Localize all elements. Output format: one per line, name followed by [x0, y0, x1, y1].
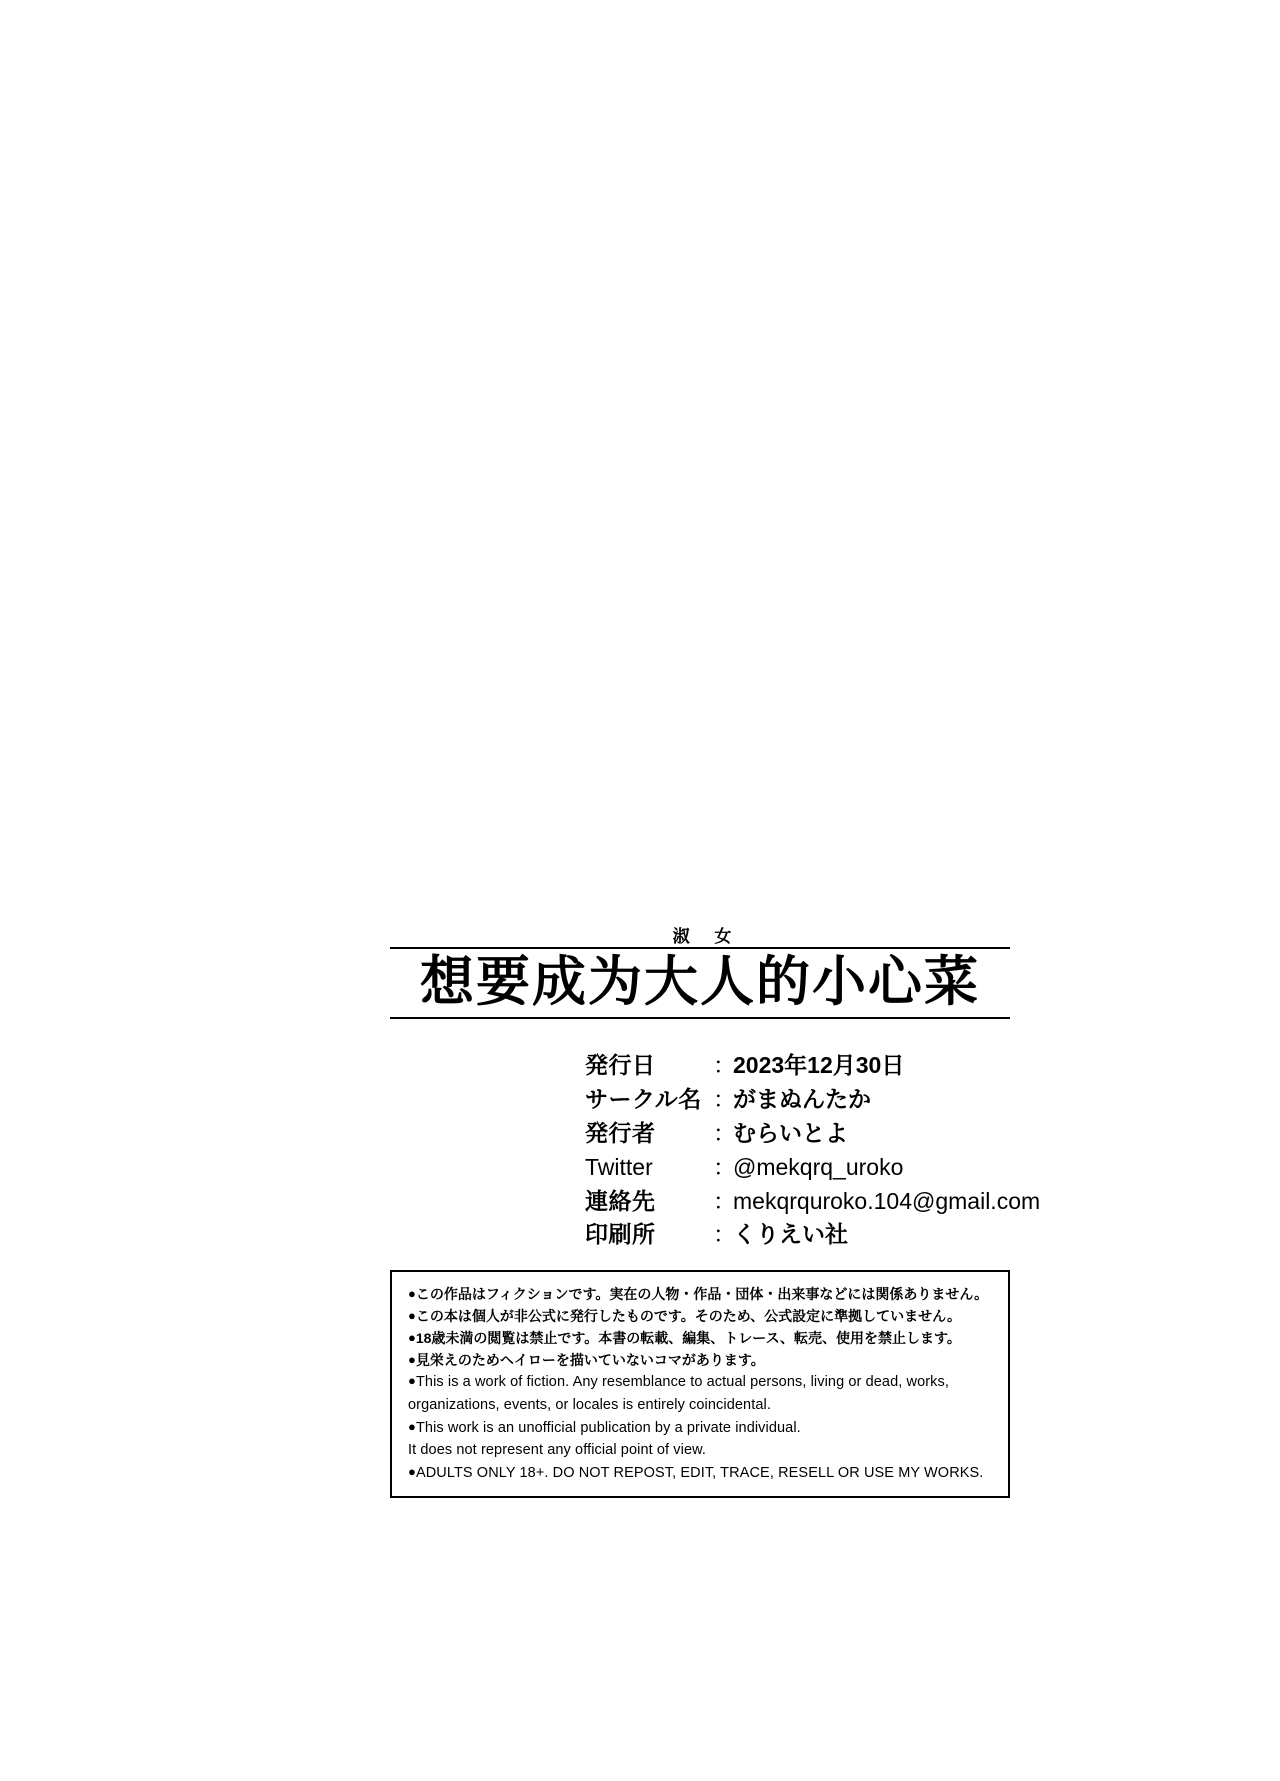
title-block — [390, 928, 1010, 1023]
bullet-icon: ● — [408, 1286, 416, 1302]
bullet-icon: ● — [408, 1329, 416, 1345]
info-row — [585, 1218, 1010, 1252]
info-label: 発行日 — [585, 1052, 656, 1079]
info-label: 発行者 — [585, 1119, 656, 1146]
info-separator: ： — [713, 1086, 736, 1113]
info-value: mekqrquroko.104@gmail.com — [733, 1187, 1041, 1214]
info-row — [585, 1117, 1010, 1151]
bullet-icon: ● — [408, 1351, 416, 1367]
publication-info — [390, 1049, 1041, 1252]
info-value: @mekqrq_uroko — [733, 1153, 904, 1180]
info-label: 連絡先 — [585, 1187, 656, 1214]
title-rule-top — [390, 947, 1010, 949]
notice-text: This is a work of fiction. Any resemblance to actual persons, living or dead, works, organizations, events, or locales is entirely coincidental. — [408, 1374, 950, 1414]
title-rule-bottom — [390, 1017, 1010, 1019]
bullet-icon: ● — [408, 1307, 416, 1323]
info-separator: ： — [713, 1119, 736, 1146]
title-ruby: 淑 女 — [672, 927, 742, 946]
info-separator: ： — [713, 1153, 736, 1180]
notice-text: この作品はフィクションです。実在の人物・作品・団体・出来事などには関係ありません。 — [415, 1286, 989, 1303]
info-label: 印刷所 — [585, 1221, 656, 1248]
info-label: Twitter — [585, 1153, 653, 1180]
bullet-icon: ● — [408, 1418, 416, 1434]
bullet-icon: ● — [408, 1373, 416, 1389]
info-value: がまぬんたか — [733, 1086, 871, 1113]
notice-line — [408, 1328, 994, 1350]
info-row — [585, 1049, 1010, 1083]
notice-text: ADULTS ONLY 18+. DO NOT REPOST, EDIT, TRACE, RESELL OR USE MY WORKS. — [415, 1464, 984, 1481]
notice-text: 見栄えのためヘイローを描いていないコマがあります。 — [415, 1351, 765, 1368]
info-label: サークル名 — [585, 1086, 702, 1113]
notice-line — [408, 1371, 994, 1416]
notice-line — [408, 1439, 994, 1462]
notice-line — [408, 1350, 994, 1372]
info-separator: ： — [713, 1221, 736, 1248]
info-row — [585, 1151, 1010, 1185]
info-value: くりえい社 — [733, 1221, 848, 1248]
notice-line — [408, 1417, 994, 1440]
info-value: 2023年12月30日 — [733, 1052, 905, 1079]
info-separator: ： — [713, 1052, 736, 1079]
notice-text: この本は個人が非公式に発行したものです。そのため、公式設定に準拠していません。 — [415, 1307, 962, 1324]
page-title: 想要成为大人的小心菜 — [420, 952, 980, 1012]
notice-box — [390, 1270, 1010, 1498]
info-row — [585, 1185, 1041, 1219]
colophon-block — [390, 927, 1041, 1498]
notice-text: This work is an unofficial publication by a private individual. — [415, 1419, 801, 1436]
info-separator: ： — [713, 1187, 736, 1214]
bullet-icon: ● — [408, 1463, 416, 1479]
notice-line — [408, 1462, 994, 1485]
notice-text: 18歳未満の閲覧は禁止です。本書の転載、編集、トレース、転売、使用を禁止します。 — [415, 1329, 961, 1346]
notice-text: It does not represent any official point of view. — [408, 1442, 707, 1459]
notice-line — [408, 1306, 994, 1328]
info-value: むらいとよ — [733, 1119, 848, 1146]
info-row — [585, 1083, 1010, 1117]
notice-line — [408, 1284, 994, 1306]
